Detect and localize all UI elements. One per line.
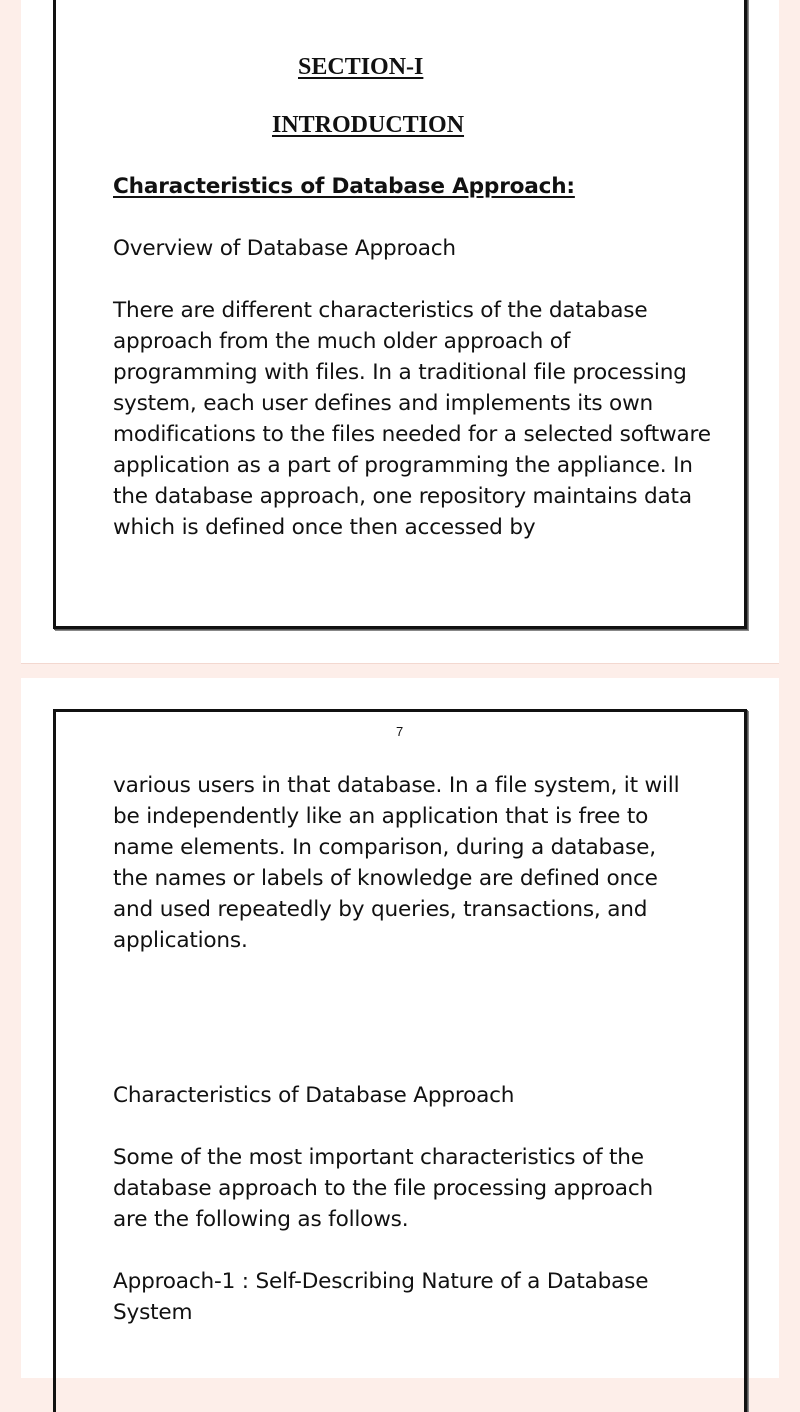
characteristics-heading: Characteristics of Database Approach: [113, 174, 575, 199]
characteristics-subheading: Characteristics of Database Approach [113, 1083, 515, 1108]
section-heading: SECTION-I [298, 54, 424, 80]
characteristics-intro-paragraph: Some of the most important characteristics of the database approach to the file processing approach are the following as follows. [113, 1145, 653, 1232]
overview-paragraph: There are different characteristics of the database approach from the much older approach of programming with files. In a traditional file processing system, each user defines and implements its own modifications to the files needed for a selected software application as a part of programming the appliance. In the database approach, one repository maintains data which is defined once then accessed by [113, 298, 711, 540]
page-number: 7 [396, 724, 404, 739]
approach-1-heading: Approach-1 : Self-Describing Nature of a Database System [113, 1269, 649, 1325]
introduction-heading: INTRODUCTION [272, 112, 465, 138]
overview-heading: Overview of Database Approach [113, 236, 456, 261]
continued-paragraph: various users in that database. In a file system, it will be independently like an application that is free to name elements. In comparison, during a database, the names or labels of knowledge are defined once and used repeatedly by queries, transactions, and applications. [113, 773, 680, 953]
